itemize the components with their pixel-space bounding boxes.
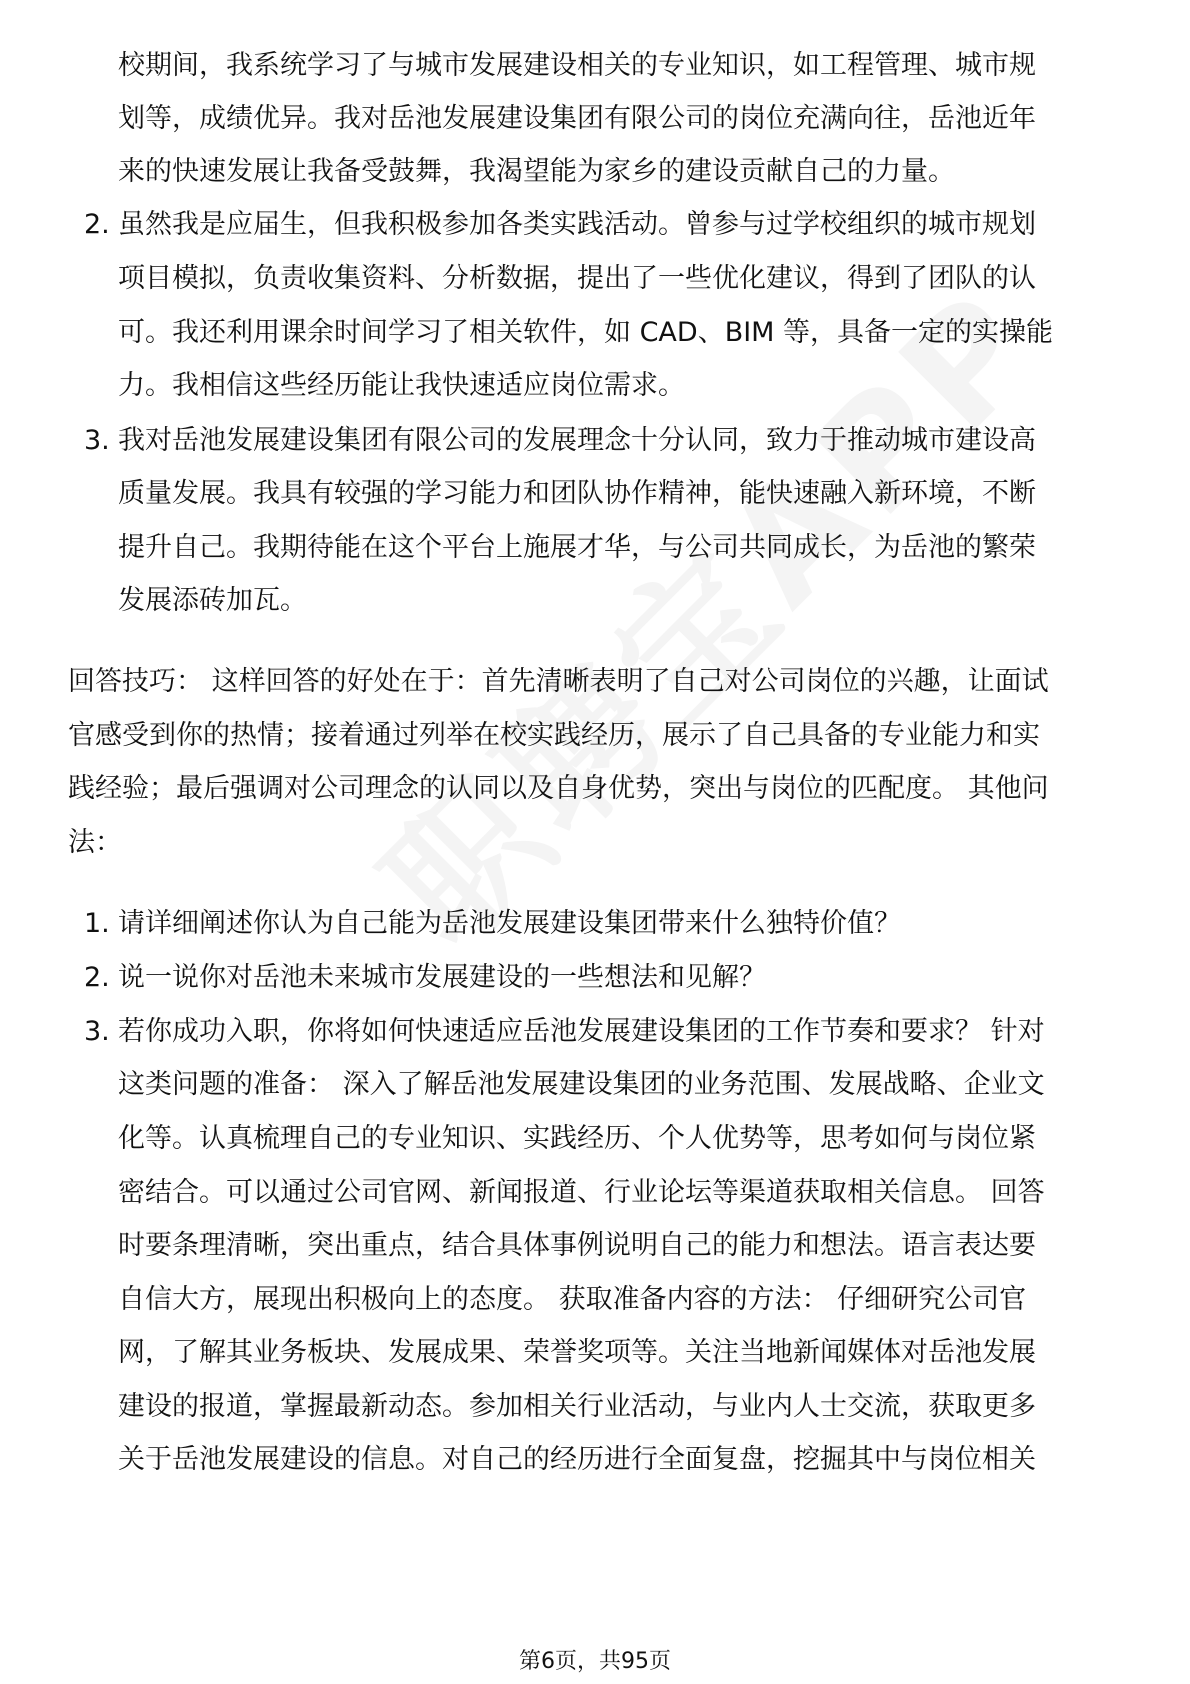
- list-number: 2.: [84, 209, 110, 240]
- body-line: 划等，成绩优异。我对岳池发展建设集团有限公司的岗位充满向往，岳池近年: [118, 103, 1036, 134]
- question-line: 化等。认真梳理自己的专业知识、实践经历、个人优势等，思考如何与岗位紧: [118, 1123, 1036, 1154]
- question-line: 说一说你对岳池未来城市发展建设的一些想法和见解？: [118, 962, 766, 993]
- tips-line: 法：: [68, 827, 122, 858]
- question-line: 这类问题的准备： 深入了解岳池发展建设集团的业务范围、发展战略、企业文: [118, 1069, 1045, 1100]
- body-line: 质量发展。我具有较强的学习能力和团队协作精神，能快速融入新环境，不断: [118, 478, 1036, 509]
- question-line: 网，了解其业务板块、发展成果、荣誉奖项等。关注当地新闻媒体对岳池发展: [118, 1337, 1036, 1368]
- body-line: 可。我还利用课余时间学习了相关软件，如 CAD、BIM 等，具备一定的实操能: [118, 317, 1054, 348]
- question-line: 请详细阐述你认为自己能为岳池发展建设集团带来什么独特价值？: [118, 908, 901, 939]
- question-line: 若你成功入职，你将如何快速适应岳池发展建设集团的工作节奏和要求？ 针对: [118, 1016, 1045, 1047]
- question-line: 密结合。可以通过公司官网、新闻报道、行业论坛等渠道获取相关信息。 回答: [118, 1177, 1045, 1208]
- page-number-footer: 第6页，共95页: [519, 1649, 671, 1674]
- body-line: 提升自己。我期待能在这个平台上施展才华，与公司共同成长，为岳池的繁荣: [118, 532, 1036, 563]
- body-line: 虽然我是应届生，但我积极参加各类实践活动。曾参与过学校组织的城市规划: [118, 209, 1036, 240]
- list-number: 1.: [84, 908, 110, 939]
- body-line: 来的快速发展让我备受鼓舞，我渴望能为家乡的建设贡献自己的力量。: [118, 156, 955, 187]
- body-line: 项目模拟，负责收集资料、分析数据，提出了一些优化建议，得到了团队的认: [118, 263, 1036, 294]
- tips-line: 回答技巧： 这样回答的好处在于：首先清晰表明了自己对公司岗位的兴趣，让面试: [68, 666, 1049, 697]
- question-line: 建设的报道，掌握最新动态。参加相关行业活动，与业内人士交流，获取更多: [118, 1391, 1036, 1422]
- list-number: 3.: [84, 1016, 110, 1047]
- list-number: 3.: [84, 425, 110, 456]
- question-line: 自信大方，展现出积极向上的态度。 获取准备内容的方法： 仔细研究公司官: [118, 1284, 1027, 1315]
- body-line: 校期间，我系统学习了与城市发展建设相关的专业知识，如工程管理、城市规: [118, 50, 1036, 81]
- question-line: 关于岳池发展建设的信息。对自己的经历进行全面复盘，挖掘其中与岗位相关: [118, 1444, 1036, 1475]
- tips-line: 践经验；最后强调对公司理念的认同以及自身优势，突出与岗位的匹配度。 其他问: [68, 773, 1049, 804]
- body-line: 我对岳池发展建设集团有限公司的发展理念十分认同，致力于推动城市建设高: [118, 425, 1036, 456]
- body-line: 力。我相信这些经历能让我快速适应岗位需求。: [118, 370, 685, 401]
- question-line: 时要条理清晰，突出重点，结合具体事例说明自己的能力和想法。语言表达要: [118, 1230, 1036, 1261]
- body-line: 发展添砖加瓦。: [118, 585, 307, 616]
- tips-line: 官感受到你的热情；接着通过列举在校实践经历，展示了自己具备的专业能力和实: [68, 720, 1040, 751]
- list-number: 2.: [84, 962, 110, 993]
